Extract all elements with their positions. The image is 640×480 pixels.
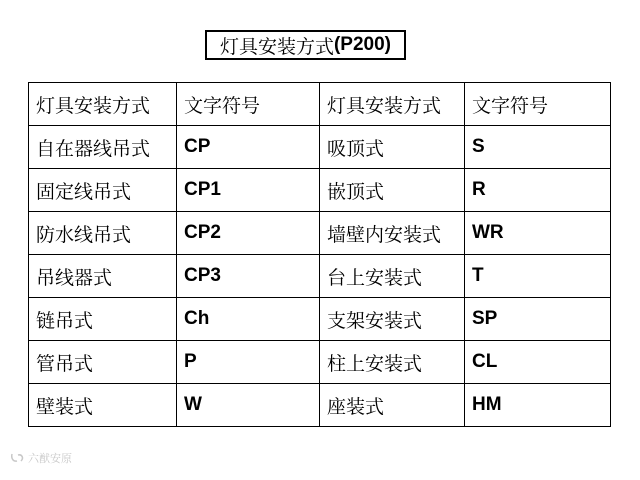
table-header-cell: 灯具安装方式	[320, 83, 465, 126]
symbol-cell: T	[465, 255, 611, 298]
table-row	[29, 212, 611, 255]
symbol-cell: HM	[465, 384, 611, 427]
method-cell: 吸顶式	[320, 126, 465, 169]
symbol-cell: WR	[465, 212, 611, 255]
method-cell: 柱上安装式	[320, 341, 465, 384]
symbol-cell: W	[177, 384, 320, 427]
watermark-text: 六猷安原	[28, 452, 72, 465]
page-title-text: 灯具安装方式	[219, 35, 334, 58]
symbol-cell: R	[465, 169, 611, 212]
symbol-cell: S	[465, 126, 611, 169]
table-row	[29, 169, 611, 212]
method-cell: 固定线吊式	[29, 169, 177, 212]
table-header-cell: 灯具安装方式	[29, 83, 177, 126]
symbol-cell: Ch	[177, 298, 320, 341]
table-row	[29, 255, 611, 298]
symbol-cell: CP3	[177, 255, 320, 298]
method-cell: 防水线吊式	[29, 212, 177, 255]
lamp-installation-table	[28, 82, 611, 427]
method-cell: 自在器线吊式	[29, 126, 177, 169]
method-cell: 链吊式	[29, 298, 177, 341]
table-header-cell: 文字符号	[177, 83, 320, 126]
page-title	[205, 30, 406, 60]
method-cell: 支架安装式	[320, 298, 465, 341]
method-cell: 座装式	[320, 384, 465, 427]
page-title-code: (P200)	[333, 34, 392, 55]
watermark	[10, 450, 72, 466]
method-cell: 壁装式	[29, 384, 177, 427]
method-cell: 墙壁内安装式	[320, 212, 465, 255]
method-cell: 吊线器式	[29, 255, 177, 298]
method-cell: 管吊式	[29, 341, 177, 384]
table-header-row	[29, 83, 611, 126]
table-row	[29, 298, 611, 341]
symbol-cell: CP2	[177, 212, 320, 255]
table-row	[29, 384, 611, 427]
table-header-cell: 文字符号	[465, 83, 611, 126]
table-row	[29, 126, 611, 169]
symbol-cell: CL	[465, 341, 611, 384]
symbol-cell: CP	[177, 126, 320, 169]
brand-logo-icon	[10, 452, 26, 464]
symbol-cell: P	[177, 341, 320, 384]
method-cell: 台上安装式	[320, 255, 465, 298]
symbol-cell: CP1	[177, 169, 320, 212]
table-row	[29, 341, 611, 384]
symbol-cell: SP	[465, 298, 611, 341]
method-cell: 嵌顶式	[320, 169, 465, 212]
